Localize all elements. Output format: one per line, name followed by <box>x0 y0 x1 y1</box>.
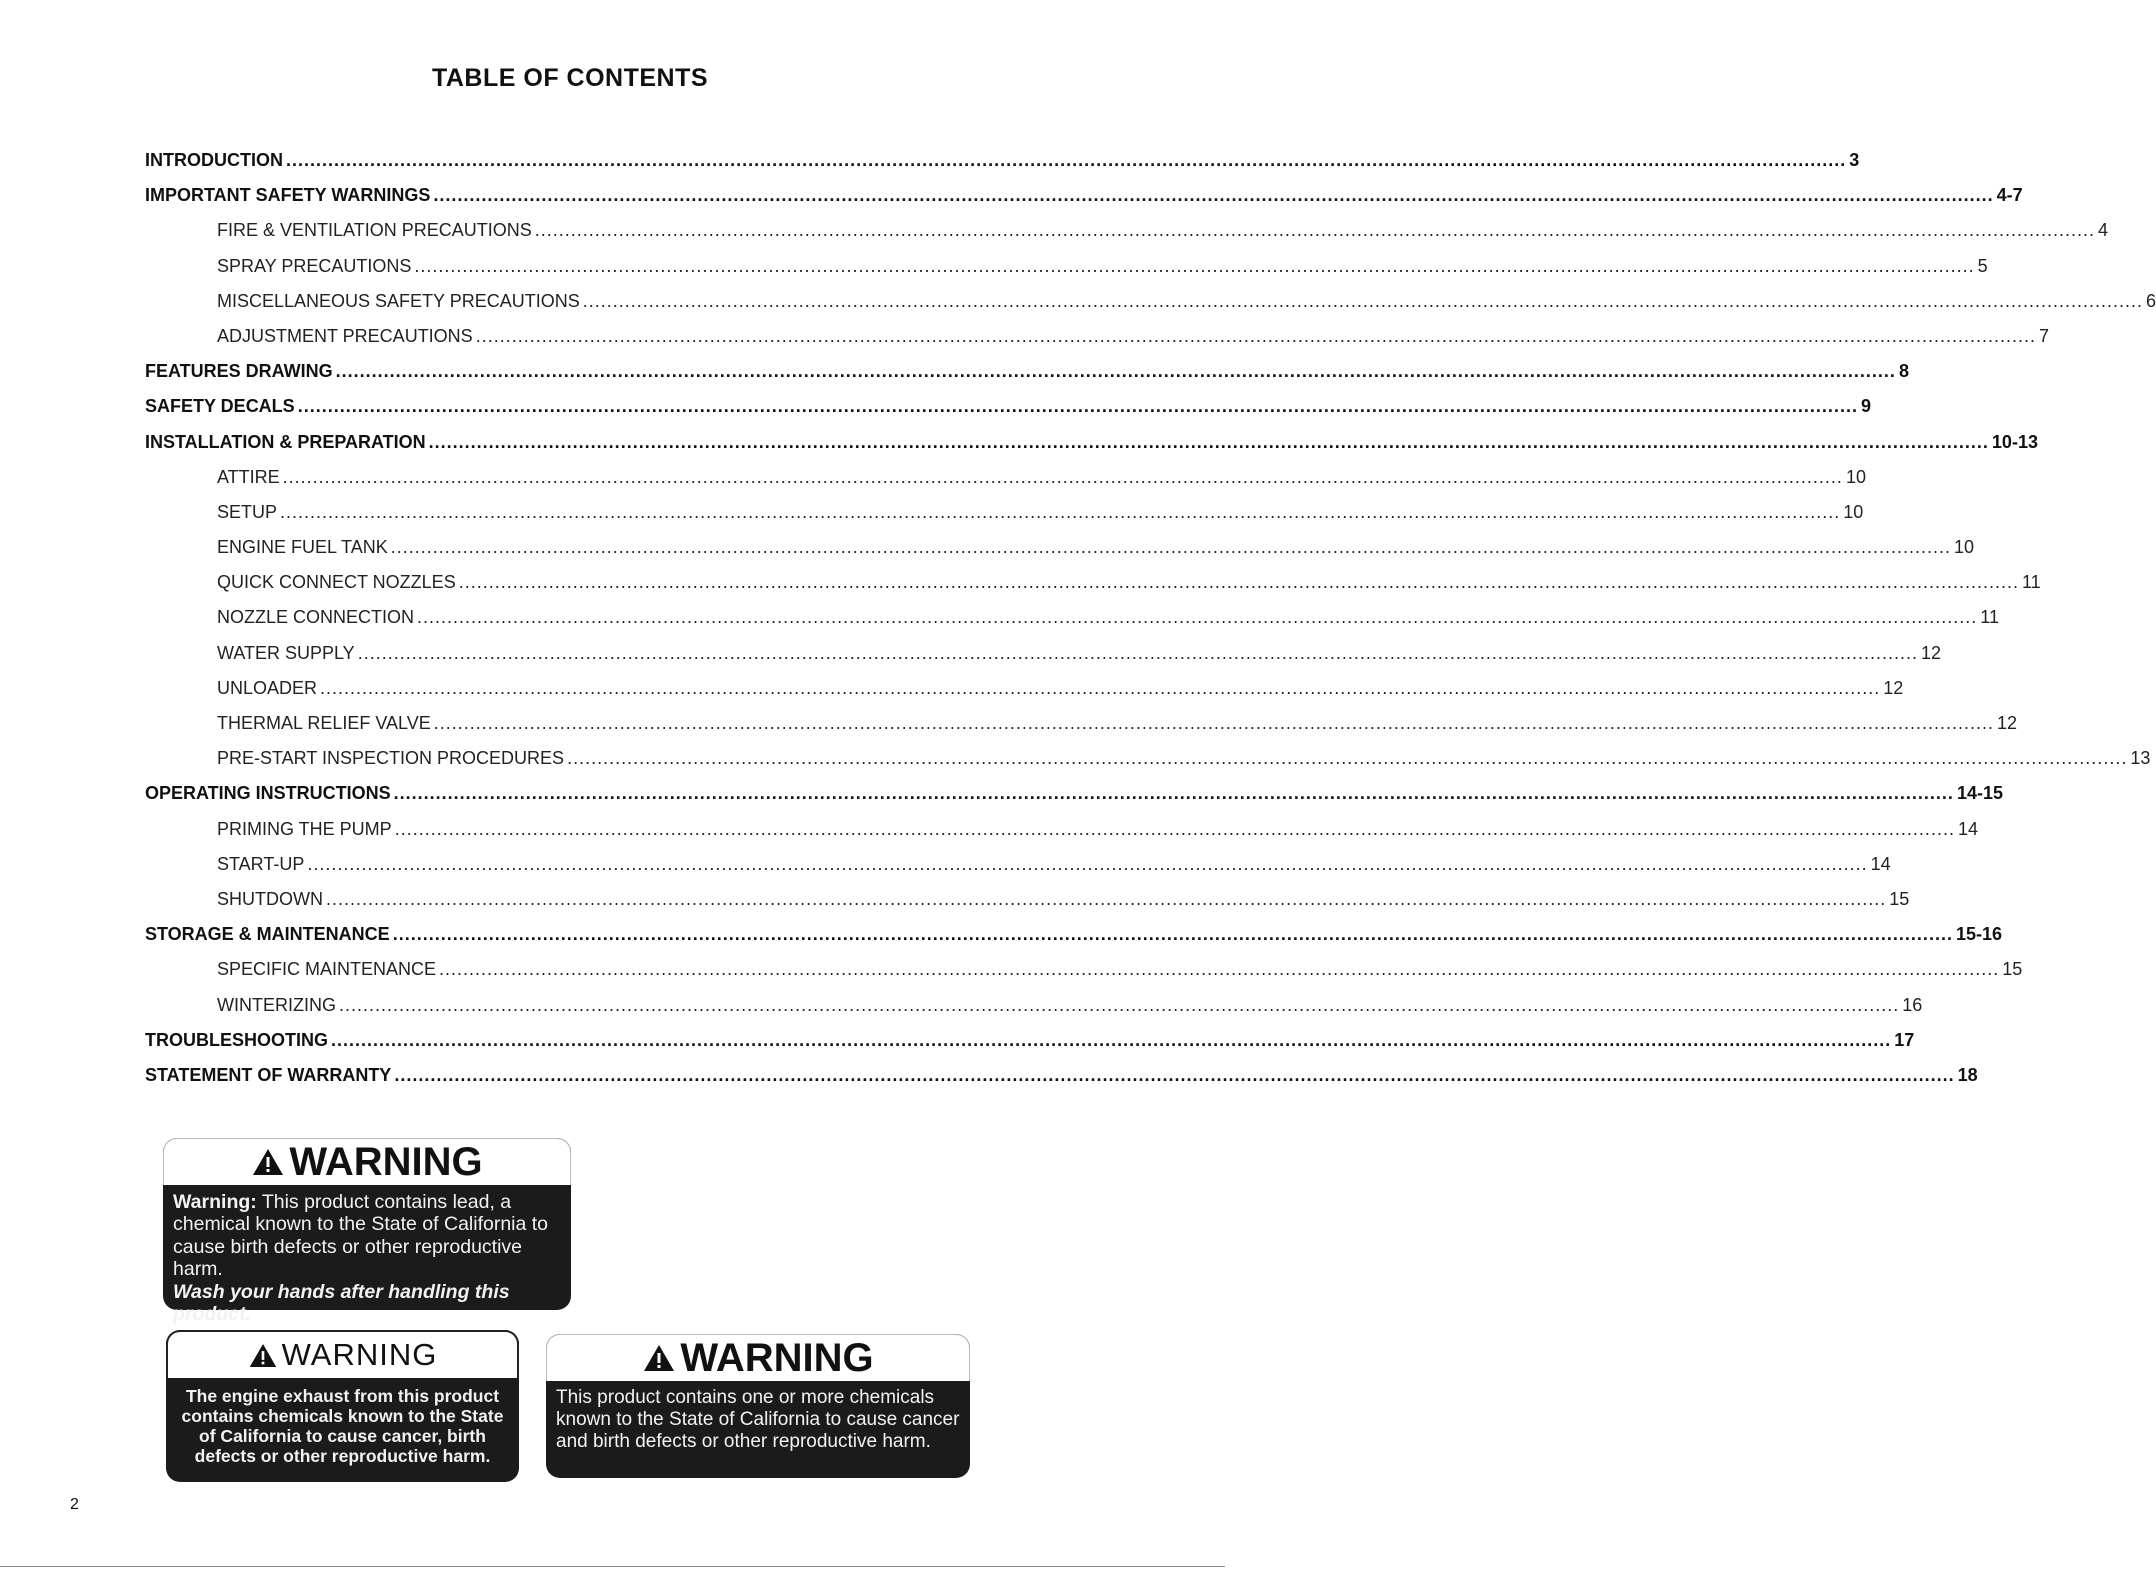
toc-entry-page: 11 <box>2021 572 2041 593</box>
toc-entry-page: 4 <box>2097 220 2108 241</box>
toc-entry <box>145 1029 1915 1065</box>
toc-entry-label: INTRODUCTION <box>145 150 283 170</box>
toc-entry-page: 17 <box>1894 1029 1915 1050</box>
warning-text: This product contains one or more chemicals known to the State of California to cause cancer and birth defects or other reproductive harm. <box>556 1387 960 1452</box>
dot-leader <box>394 1065 1954 1086</box>
toc-entry-page: 16 <box>1902 994 1923 1015</box>
toc-entry-page: 10 <box>1953 537 1974 558</box>
toc-entry <box>145 959 2023 994</box>
dot-leader <box>414 256 1974 277</box>
dot-leader <box>429 432 1989 453</box>
toc-entry <box>145 783 2003 818</box>
toc-entry-page: 15 <box>1889 888 1910 909</box>
toc-entry-label: WATER SUPPLY <box>217 642 355 663</box>
toc-entry-label: SETUP <box>217 501 278 522</box>
chemicals-warning-label <box>546 1334 970 1478</box>
warning-header <box>163 1138 571 1185</box>
toc-entry-page: 11 <box>1980 607 1999 628</box>
dot-leader <box>439 959 1999 980</box>
toc-entry-page: 15 <box>2002 959 2023 980</box>
toc-entry <box>145 994 1923 1030</box>
toc-entry <box>145 290 2156 326</box>
toc-entry <box>145 572 2041 607</box>
dot-leader <box>358 643 1918 664</box>
toc-entry <box>145 853 1891 889</box>
toc-entry-label: ATTIRE <box>217 466 280 487</box>
toc-entry-page: 3 <box>1849 150 1860 170</box>
dot-leader <box>393 924 1953 945</box>
toc-entry-label: SPECIFIC MAINTENANCE <box>217 959 437 980</box>
toc-entry-page: 14-15 <box>1956 783 2003 804</box>
dot-leader <box>391 537 1951 558</box>
warning-heading: WARNING <box>281 1337 438 1372</box>
exhaust-warning-label <box>166 1330 519 1482</box>
warning-body <box>163 1185 571 1334</box>
toc-entry-label: IMPORTANT SAFETY WARNINGS <box>145 185 431 206</box>
warning-text: This product contains lead, a chemical known to the State of California to cause birth defects or other reproductive harm. <box>173 1191 549 1281</box>
dot-leader <box>336 361 1896 382</box>
toc-entry <box>145 818 1978 854</box>
toc-entry-label: NOZZLE CONNECTION <box>217 607 415 628</box>
toc-entry-label: ENGINE FUEL TANK <box>217 537 388 558</box>
toc-entry-page: 10 <box>1843 501 1864 522</box>
dot-leader <box>331 1030 1891 1051</box>
toc-entry-label: UNLOADER <box>217 677 318 698</box>
toc-entry <box>145 748 2151 783</box>
toc-entry-page: 6 <box>2146 290 2156 311</box>
warning-text: The engine exhaust from this product contains chemicals known to the State of California to cause cancer, birth defects or other reproductive harm. <box>181 1386 504 1467</box>
toc-entry-label: ADJUSTMENT PRECAUTIONS <box>217 325 473 346</box>
toc-entry-page: 4-7 <box>1996 185 2023 206</box>
dot-leader <box>280 502 1840 523</box>
toc-entry-page: 13 <box>2130 748 2151 769</box>
toc-entry <box>145 537 1974 572</box>
dot-leader <box>286 150 1846 171</box>
dot-leader <box>394 783 1954 804</box>
dot-leader <box>326 889 1886 910</box>
toc-entry-label: SPRAY PRECAUTIONS <box>217 255 412 276</box>
dot-leader <box>459 572 2019 593</box>
warning-triangle-icon <box>248 1342 278 1369</box>
toc-entry <box>145 220 2108 255</box>
dot-leader <box>434 713 1994 734</box>
toc-entry <box>145 642 1941 678</box>
dot-leader <box>433 185 1993 206</box>
dot-leader <box>417 607 1977 628</box>
warning-triangle-icon <box>251 1147 285 1177</box>
toc-entry-page: 12 <box>1997 713 2018 733</box>
toc-entry <box>145 677 1904 713</box>
toc-entry-label: INSTALLATION & PREPARATION <box>145 431 426 452</box>
dot-leader <box>298 396 1858 417</box>
toc-entry-page: 10-13 <box>1991 431 2038 452</box>
warning-body <box>546 1381 970 1461</box>
dot-leader <box>395 819 1955 840</box>
toc-entry-label: FIRE & VENTILATION PRECAUTIONS <box>217 220 532 241</box>
toc-entry <box>145 185 2023 220</box>
toc-entry <box>145 1064 1978 1100</box>
toc-entry-page: 12 <box>1920 642 1941 663</box>
toc-entry <box>145 466 1866 502</box>
toc-entry-page: 8 <box>1898 361 1909 382</box>
toc-entry-label: START-UP <box>217 853 305 874</box>
toc-entry-page: 18 <box>1957 1064 1978 1085</box>
warning-heading: WARNING <box>289 1139 483 1184</box>
warning-header <box>166 1330 519 1378</box>
dot-leader <box>283 467 1843 488</box>
toc-entry-label: PRE-START INSPECTION PROCEDURES <box>217 748 565 769</box>
toc-entry-page: 9 <box>1860 396 1871 417</box>
toc-entry <box>145 607 1999 642</box>
toc-entry <box>145 713 2018 748</box>
toc-entry-label: MISCELLANEOUS SAFETY PRECAUTIONS <box>217 290 580 311</box>
toc-entry-label: QUICK CONNECT NOZZLES <box>217 572 456 593</box>
warning-heading: WARNING <box>680 1335 874 1380</box>
bottom-divider <box>0 1566 1225 1567</box>
toc-entry <box>145 501 1864 537</box>
dot-leader <box>535 220 2095 241</box>
dot-leader <box>339 995 1899 1016</box>
dot-leader <box>320 678 1880 699</box>
toc-entry <box>145 150 1860 185</box>
toc-entry-label: OPERATING INSTRUCTIONS <box>145 783 391 804</box>
toc-entry-label: STATEMENT OF WARRANTY <box>145 1064 392 1085</box>
toc-entry-label: THERMAL RELIEF VALVE <box>217 713 431 733</box>
toc-entry-label: WINTERIZING <box>217 994 336 1015</box>
page-number: 2 <box>70 1496 79 1513</box>
toc-entry <box>145 888 1910 924</box>
dot-leader <box>307 854 1867 875</box>
toc-entry-page: 15-16 <box>1955 924 2002 945</box>
table-of-contents <box>145 150 2156 1100</box>
toc-entry <box>145 361 1909 396</box>
dot-leader <box>567 748 2127 769</box>
toc-entry-label: SHUTDOWN <box>217 888 323 909</box>
warning-lead-label: Warning: <box>173 1191 257 1213</box>
dot-leader <box>476 326 2036 347</box>
wash-hands-note: Wash your hands after handling this product. <box>173 1280 510 1326</box>
toc-entry-label: TROUBLESHOOTING <box>145 1029 328 1050</box>
dot-leader <box>583 291 2143 312</box>
toc-entry <box>145 924 2002 959</box>
toc-entry <box>145 431 2038 467</box>
toc-entry <box>145 396 1871 431</box>
toc-entry-label: SAFETY DECALS <box>145 396 295 417</box>
toc-entry-label: PRIMING THE PUMP <box>217 818 392 839</box>
toc-entry-page: 12 <box>1883 677 1904 698</box>
toc-entry <box>145 255 1988 291</box>
warning-body <box>166 1378 519 1475</box>
page-title: TABLE OF CONTENTS <box>431 64 709 92</box>
toc-entry <box>145 325 2049 361</box>
toc-entry-label: STORAGE & MAINTENANCE <box>145 924 390 945</box>
toc-entry-page: 10 <box>1845 466 1866 487</box>
warning-triangle-icon <box>642 1343 676 1373</box>
warning-header <box>546 1334 970 1381</box>
toc-entry-page: 14 <box>1870 853 1891 874</box>
toc-entry-page: 7 <box>2038 325 2049 346</box>
toc-entry-page: 5 <box>1977 255 1988 276</box>
lead-warning-label <box>163 1138 571 1326</box>
toc-entry-label: FEATURES DRAWING <box>145 361 333 382</box>
toc-entry-page: 14 <box>1957 818 1978 839</box>
